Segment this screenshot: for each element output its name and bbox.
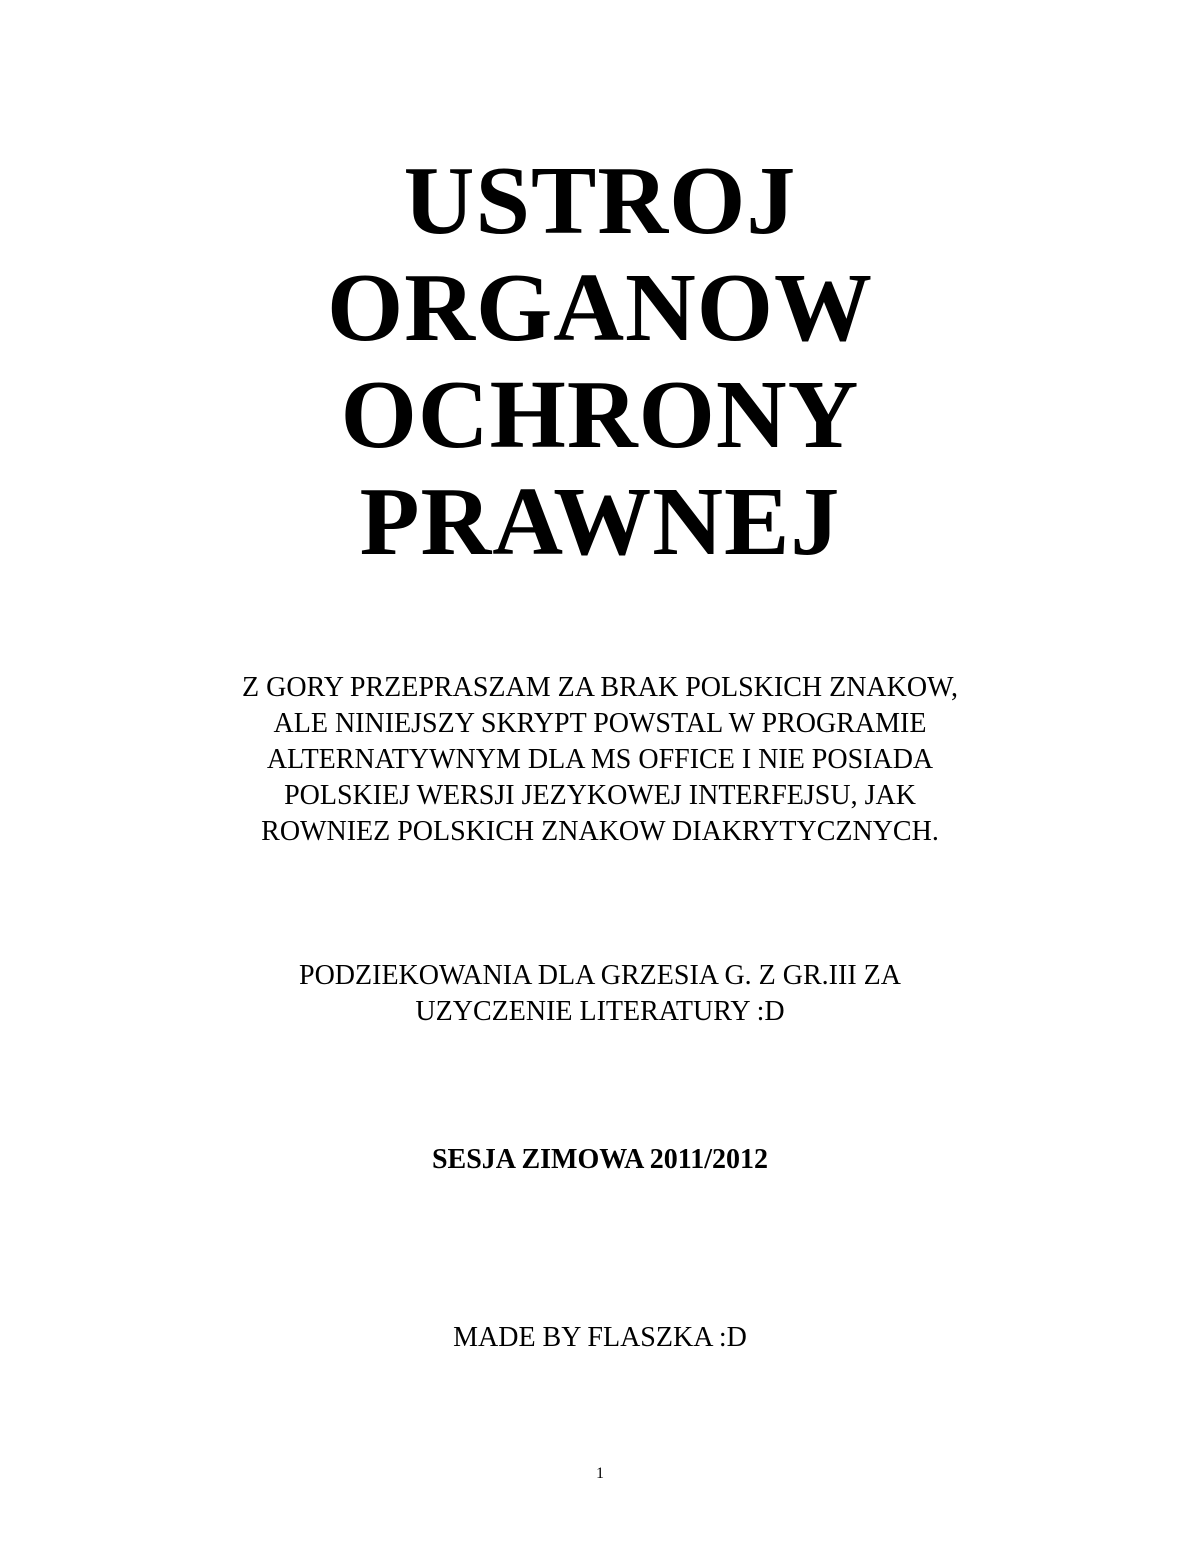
disclaimer-line: ALE NINIEJSZY SKRYPT POWSTAL W PROGRAMIE: [273, 708, 927, 739]
title-line: OCHRONY: [340, 361, 860, 469]
disclaimer-line: ROWNIEZ POLSKICH ZNAKOW DIAKRYTYCZNYCH.: [261, 816, 939, 847]
acknowledgement-line: PODZIEKOWANIA DLA GRZESIA G. Z GR.III ZA: [299, 960, 901, 991]
disclaimer-line: Z GORY PRZEPRASZAM ZA BRAK POLSKICH ZNAKOW,: [242, 672, 958, 703]
disclaimer-paragraph: [0, 670, 1200, 850]
title-line: PRAWNEJ: [359, 468, 841, 576]
acknowledgement-line: UZYCZENIE LITERATURY :D: [415, 996, 785, 1027]
disclaimer-line: ALTERNATYWNYM DLA MS OFFICE I NIE POSIADA: [266, 744, 934, 775]
page-number: 1: [596, 1465, 604, 1482]
acknowledgement-paragraph: [0, 958, 1200, 1030]
author-credit: MADE BY FLASZKA :D: [453, 1322, 747, 1353]
document-title: [0, 148, 1200, 576]
disclaimer-line: POLSKIEJ WERSJI JEZYKOWEJ INTERFEJSU, JAK: [284, 780, 916, 811]
title-line: ORGANOW: [327, 254, 873, 362]
title-line: USTROJ: [403, 147, 797, 255]
session-label: SESJA ZIMOWA 2011/2012: [431, 1144, 769, 1175]
